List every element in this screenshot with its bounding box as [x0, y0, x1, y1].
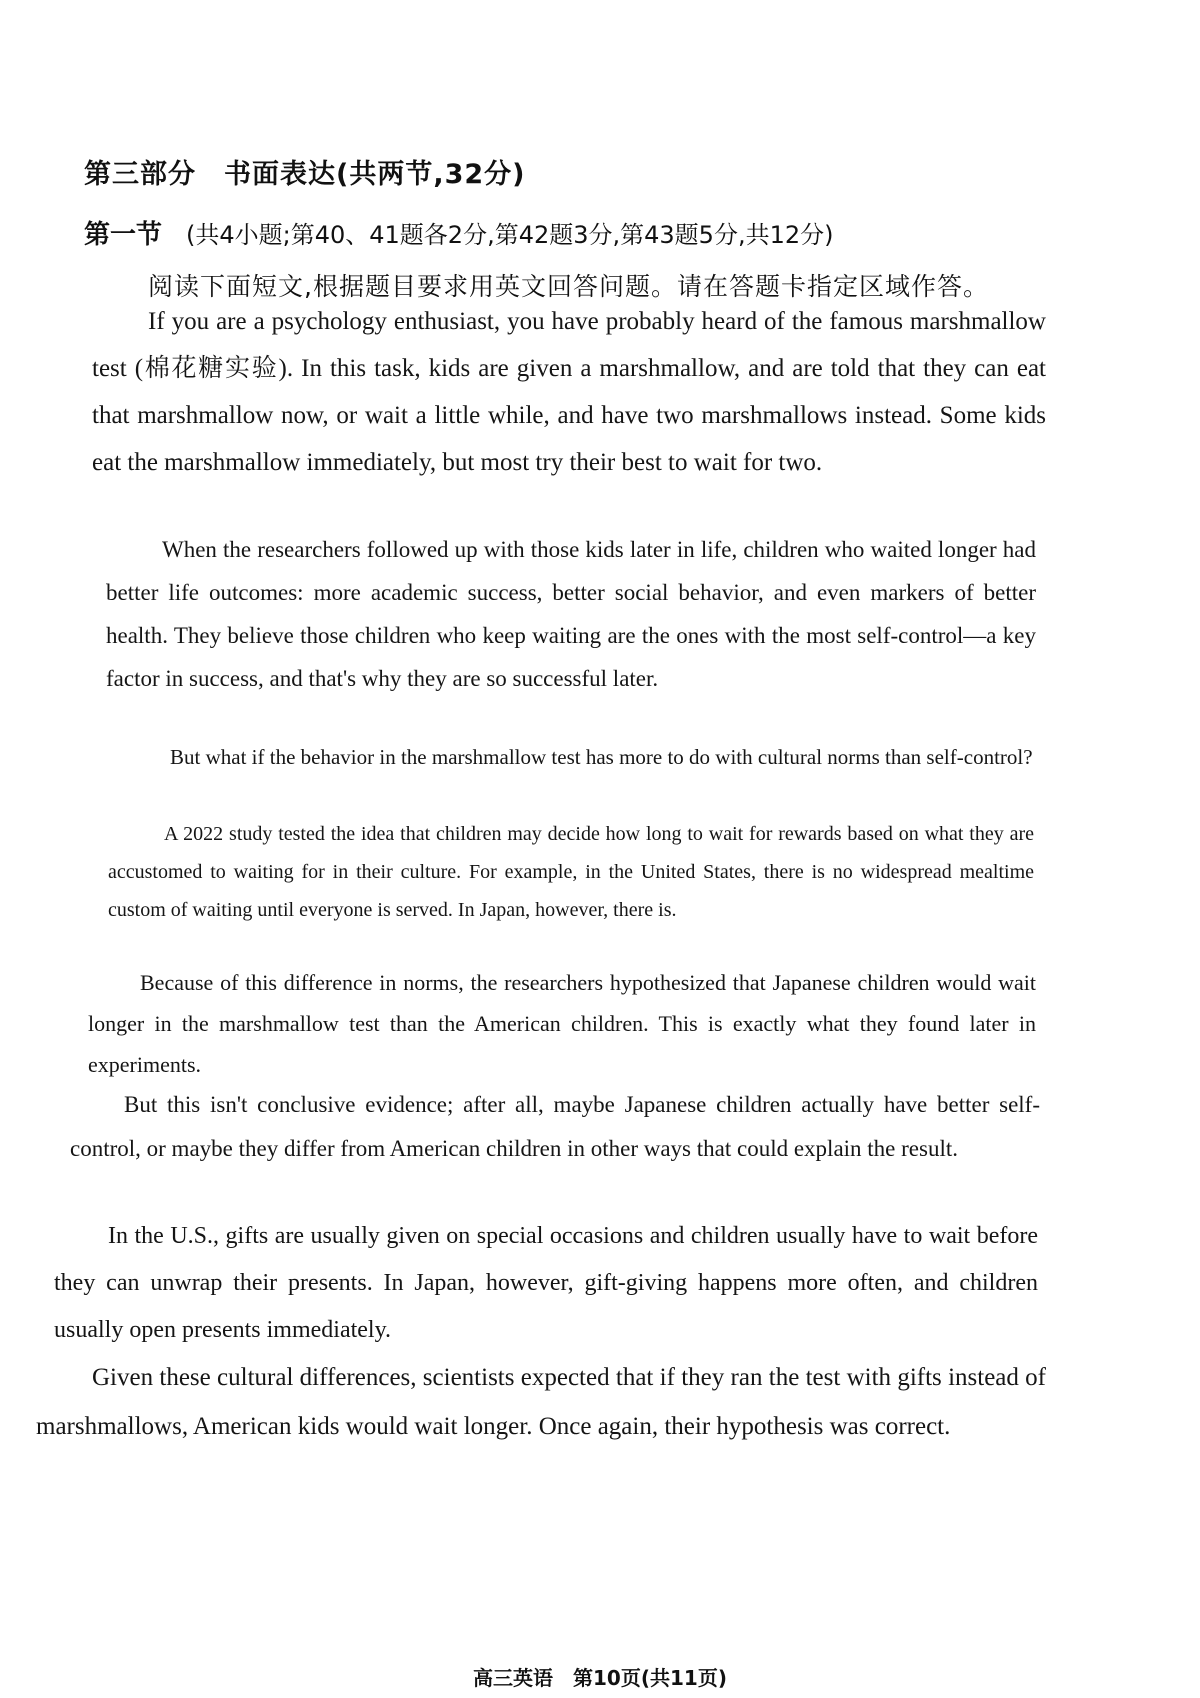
page-footer: 高三英语 第10页(共11页) [473, 1666, 727, 1690]
passage-paragraph-8: Given these cultural differences, scientists expected that if they ran the test with gifts instead of marshmallows, American kids would wait longer. Once again, their hypothesis was correct. [36, 1364, 1046, 1440]
passage-paragraph-3: But what if the behavior in the marshmallow test has more to do with cultural norms than self-control? [170, 745, 1033, 769]
section-title: 第三部分 书面表达(共两节,32分) [84, 159, 526, 190]
passage-paragraph-2: When the researchers followed up with those kids later in life, children who waited longer had better life outcomes: more academic success, better social behavior, and even markers of better health. They believe those children who keep waiting are the ones with the most self-control—a key factor in success, and that's why they are so successful later. [106, 537, 1036, 691]
passage-paragraph-1: If you are a psychology enthusiast, you have probably heard of the famous marshmallow test (棉花糖实验). In this task, kids are given a marshmallow, and are told that they can eat that marshmallow now, or wait a little while, and have two marshmallows instead. Some kids eat the marshmallow immediately, but most try their best to wait for two. [92, 308, 1046, 476]
subsection-heading [84, 214, 834, 251]
passage-paragraph-7: In the U.S., gifts are usually given on special occasions and children usually have to wait before they can unwrap their presents. In Japan, however, gift-giving happens more often, and children usually open presents immediately. [54, 1223, 1038, 1343]
instruction-text: 阅读下面短文,根据题目要求用英文回答问题。请在答题卡指定区域作答。 [148, 272, 989, 301]
subsection-note: (共4小题;第40、41题各2分,第42题3分,第43题5分,共12分) [186, 221, 834, 249]
passage-paragraph-4: A 2022 study tested the idea that children may decide how long to wait for rewards based on what they are accustomed to waiting for in their culture. For example, in the United States, there is no widespread mealtime custom of waiting until everyone is served. In Japan, however, there is. [108, 823, 1034, 921]
passage-paragraph-5: Because of this difference in norms, the researchers hypothesized that Japanese children would wait longer in the marshmallow test than the American children. This is exactly what they found later in experiments. [88, 970, 1036, 1077]
passage-paragraph-6: But this isn't conclusive evidence; after all, maybe Japanese children actually have better self-control, or maybe they differ from American children in other ways that could explain the result. [70, 1092, 1040, 1161]
subsection-label: 第一节 [84, 220, 163, 250]
